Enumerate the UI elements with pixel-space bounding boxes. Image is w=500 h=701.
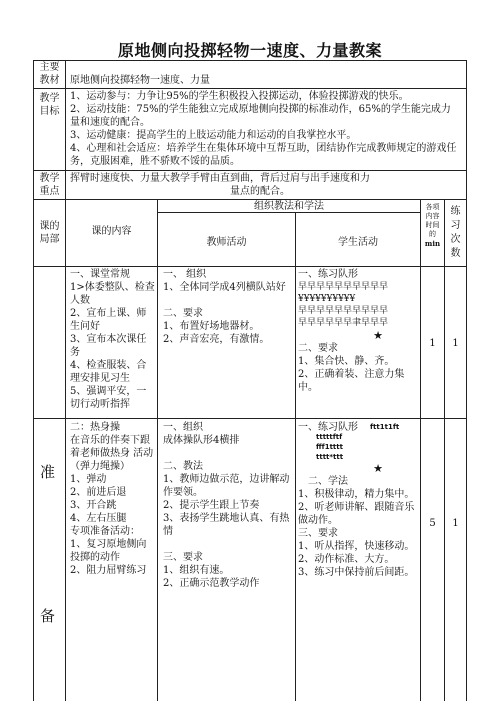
list-item: 一、课堂常规 [70,269,130,280]
teacher-star-icon: ★ [373,329,383,342]
section-label-zhun: 准 [40,463,56,481]
list-item: 4、检查服装、合理安排见习生 [70,360,147,384]
row2-time: 5 [429,518,436,529]
goals-list [70,90,462,168]
list-item: 5、强调平安，一切行动听指挥 [70,386,147,410]
list-item: 2、阻力屈臂练习 [70,565,147,576]
student-header: 学生活动 [338,237,378,248]
page-title: 原地侧向投掷轻物一速度、力量教案 [117,41,382,60]
list-item: 4、左右压腿 [70,513,127,524]
formation: ftt1t1ft tttttftf fff1tttt tttt*ttt [316,423,400,461]
row2-student: 一、练习队形 ftt1t1ft tttttftf fff1tttt tttt*ttt ★ 二、学法 1、积极律动，精力集中。 2、听老师讲解、跟随音乐做动作。 三、要求 1、听从指挥，快速移动。 2、动作标准、大方。 3、练习中保持前后间距。 [298,421,418,579]
main-material-text: 原地侧向投掷轻物一速度、力量 [70,75,210,86]
list-item: 3、开合跳 [70,500,117,511]
row1-reps: 1 [452,338,459,349]
key-points-label: 教学 重点 [39,173,60,197]
key-points-text: 挥臂时速度快、力量大教学手臂由直到曲，背后过肩与出手速度和力 量点的配合。 [70,173,370,197]
formation: 早早早早早早早早早早 ¥¥¥¥¥¥¥¥¥¥ 早早早早早早早早早早 早早早早早早聿早早早 [298,282,389,328]
main-material-label: 主要 教材 [39,62,60,86]
list-item: 3、宣布本次课任务 [70,334,147,358]
row2-content [70,421,156,577]
goal-item: 1、运动参与：力争让95%的学生积极投入投掷运动，体验投掷游戏的快乐。 [70,91,409,102]
goal-item: 2、运动技能：75%的学生能独立完成原地侧向投掷的标准动作，65%的学生能完成力 量和速度的配合。 [70,104,451,128]
list-item: 专项准备活动： [70,526,140,537]
reps-header: 练 习 次 数 [450,206,461,259]
content-header: 课的内容 [91,226,132,237]
methods-header: 组织教法和学法 [254,201,324,212]
row2-reps: 1 [452,518,459,529]
section-label-bei: 备 [40,607,56,625]
row2-teacher: 一、组织 成体操队形4横排 二、教法 1、教师边做示范，边讲解动作要领。 2、提示学生跟上节奏 3、表扬学生跳地认真、有热情 三、要求 1、组织有速。 2、正确示范教学动作 [163,422,290,589]
goal-item: 4、心理和社会适应：培养学生在集体环境中互帮互助，团结协作完成教师规定的游戏任务，克服困难，胜不骄败不馁的品质。 [70,143,457,167]
time-header: 各项 内容 时间 的 min [424,203,441,248]
goals-label: 教学 目标 [39,93,60,117]
row1-content [70,268,156,417]
list-item: 1、复习原地侧向投掷的动作 [70,539,147,563]
goal-item: 3、运动健康：提高学生的上肢运动能力和运动的自我掌控水平。 [70,130,357,141]
teacher-star-icon: ★ [373,462,383,475]
list-item: 二：热身操 [70,422,120,433]
teacher-header: 教师活动 [206,237,247,248]
row1-teacher: 一、 组织 1、全体同学成4列横队站好 二、要求 1、布置好场地器材。 2、声音宏亮，有激情。 [163,269,286,345]
list-item: 1、弹动 [70,474,107,485]
row1-time: 1 [429,338,436,349]
list-item: 在音乐的伴奏下跟着老师做热身 活动（弹力绳操） [70,435,154,472]
list-item: 2、宣布上课、师生问好 [70,308,147,332]
list-item: 1>体委整队、检查人数 [70,282,155,306]
part-header: 课的 局部 [39,221,60,245]
list-item: 2、前进后退 [70,487,127,498]
row1-student: 一、练习队形 早早早早早早早早早早 ¥¥¥¥¥¥¥¥¥¥ 早早早早早早早早早早 早早早早早早聿早早早 ★ 二、要求 1、集合快、静、齐。 2、正确着装、注意力集中。 [298,268,418,394]
